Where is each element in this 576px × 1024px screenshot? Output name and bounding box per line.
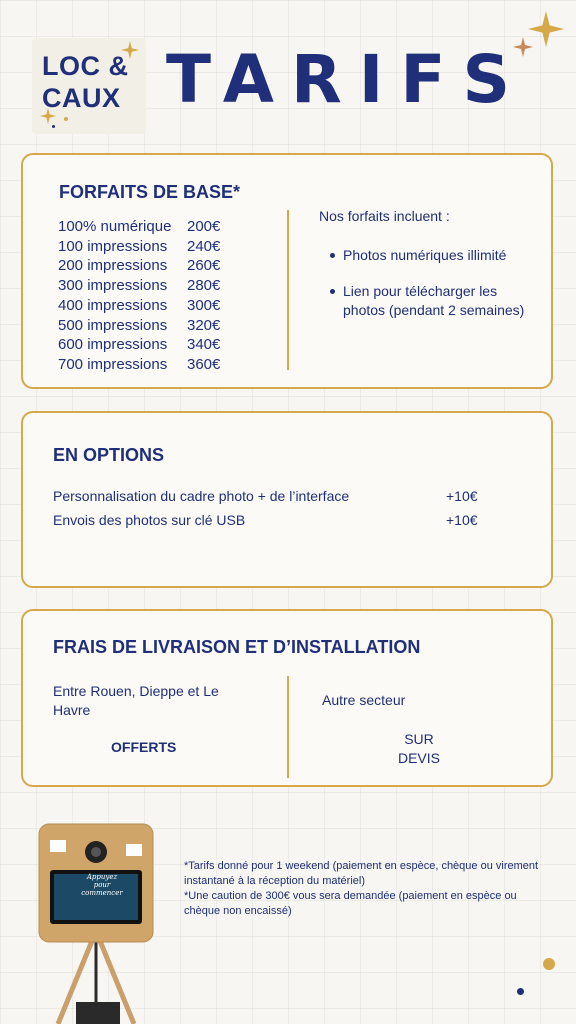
package-price: 320€ — [187, 316, 221, 334]
price-row — [58, 256, 220, 276]
footnote-text: *Tarifs donné pour 1 weekend (paiement en espèce, chèque ou virement instantané à la réception du matériel) *Une caution de 300€ vous sera demandée (paiement en espèce ou chèque non encaissé) — [184, 860, 539, 917]
delivery-title: FRAIS DE LIVRAISON ET D’INSTALLATION — [53, 637, 421, 657]
option-price: +10€ — [446, 488, 478, 504]
option-label: Personnalisation du cadre photo + de l’interface — [53, 488, 350, 504]
price-list — [58, 217, 220, 375]
package-label: 100% numérique — [58, 218, 172, 235]
decor-dot — [543, 958, 555, 970]
price-row — [58, 335, 220, 355]
photobooth-image — [30, 818, 160, 1024]
delivery-local-price: OFFERTS — [111, 739, 177, 755]
includes-item: Lien pour télécharger les photos (pendant 2 semaines) — [327, 282, 542, 320]
package-label: 100 impressions — [58, 237, 168, 255]
package-label: 300 impressions — [58, 277, 168, 295]
price-row — [58, 276, 220, 296]
price-row — [58, 217, 220, 237]
delivery-local-area: Entre Rouen, Dieppe et Le Havre — [53, 683, 219, 718]
footnote — [184, 859, 539, 919]
includes-item: Photos numériques illimité — [327, 246, 542, 265]
package-price: 360€ — [187, 355, 221, 373]
page-title: TARIFS — [166, 41, 527, 118]
decor-dot — [517, 988, 524, 995]
package-price: 200€ — [187, 218, 221, 235]
price-row — [58, 296, 220, 316]
option-label: Envois des photos sur clé USB — [53, 512, 246, 528]
booth-screen-text: Appuyez pour commencer — [81, 873, 123, 897]
column-divider — [287, 210, 289, 370]
option-price: +10€ — [446, 512, 478, 528]
price-row — [58, 237, 220, 257]
decor-dot — [52, 125, 55, 128]
package-label: 200 impressions — [58, 257, 168, 275]
package-label: 400 impressions — [58, 296, 168, 314]
package-price: 340€ — [187, 336, 221, 354]
includes-list — [327, 246, 542, 337]
brand-logo-text: LOC & CAUX — [42, 51, 129, 113]
column-divider — [287, 676, 289, 778]
package-label: 600 impressions — [58, 336, 168, 354]
package-price: 260€ — [187, 257, 221, 275]
delivery-other-area: Autre secteur — [322, 692, 406, 708]
includes-title: Nos forfaits incluent : — [319, 208, 450, 224]
base-packages-title: FORFAITS DE BASE* — [59, 182, 241, 202]
package-label: 700 impressions — [58, 355, 168, 373]
package-price: 280€ — [187, 277, 221, 295]
package-price: 240€ — [187, 237, 221, 255]
sparkle-icon — [121, 41, 139, 59]
sparkle-icon — [513, 37, 533, 57]
price-row — [58, 355, 220, 375]
decor-dot — [64, 117, 68, 121]
package-price: 300€ — [187, 296, 221, 314]
delivery-other-price: SUR DEVIS — [397, 731, 440, 766]
options-title: EN OPTIONS — [53, 445, 165, 465]
package-label: 500 impressions — [58, 316, 168, 334]
price-row — [58, 316, 220, 336]
sparkle-icon — [528, 11, 564, 47]
sparkle-icon — [40, 108, 56, 124]
